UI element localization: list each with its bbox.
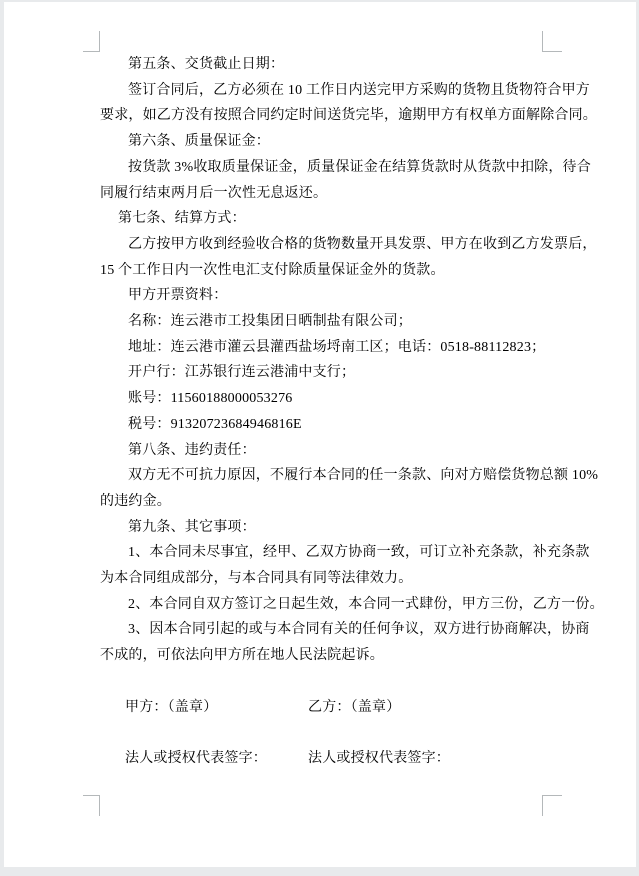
contract-line: 要求，如乙方没有按照合同约定时间送货完毕，逾期甲方有权单方面解除合同。: [100, 108, 597, 124]
contract-line: 3、因本合同引起的或与本合同有关的任何争议，双方进行协商解决，协商: [128, 622, 590, 638]
contract-line: 甲方开票资料：: [128, 288, 228, 304]
contract-line: 第六条、质量保证金：: [128, 134, 270, 150]
contract-line: 第五条、交货截止日期：: [128, 57, 285, 72]
crop-mark-top-right: [542, 31, 562, 52]
seal-row: [100, 695, 542, 721]
contract-line: 第七条、结算方式：: [118, 211, 246, 227]
contract-line: 地址：连云港市灌云县灌西盐场埒南工区；电话：0518-88112823；: [128, 339, 546, 355]
contract-line: 签订合同后，乙方必须在 10 工作日内送完甲方采购的货物且货物符合甲方: [128, 82, 590, 98]
clause-9-item-3: [100, 617, 590, 668]
contract-line: 2、本合同自双方签订之日起生效，本合同一式肆份，甲方三份，乙方一份。: [128, 596, 604, 612]
signature-row: [100, 746, 542, 772]
signature-row-right: 法人或授权代表签字：: [308, 750, 450, 766]
contract-line: 不成的，可依法向甲方所在地人民法院起诉。: [100, 648, 384, 664]
crop-mark-bottom-right: [542, 795, 562, 816]
clause-5-title: [100, 52, 542, 78]
contract-line: 第八条、违约责任：: [128, 442, 256, 458]
seal-row-left: 甲方：（盖章）: [125, 699, 218, 715]
contract-body: [100, 52, 604, 772]
clause-7-body: [100, 232, 597, 283]
contract-line: 15 个工作日内一次性电汇支付除质量保证金外的货款。: [100, 262, 445, 278]
spacer: [100, 720, 542, 746]
contract-line: 的违约金。: [100, 493, 171, 509]
clause-7-title: [100, 206, 542, 232]
contract-line: 开户行：江苏银行连云港浦中支行；: [128, 365, 356, 381]
signature-row-left: 法人或授权代表签字：: [125, 750, 267, 766]
contract-line: 乙方按甲方收到经验收合格的货物数量开具发票、甲方在收到乙方发票后，: [128, 236, 597, 252]
contract-line: 同履行结束两月后一次性无息返还。: [100, 185, 328, 201]
invoice-company-name: [100, 309, 542, 335]
invoice-tax-number: [100, 412, 542, 438]
crop-mark-top-left: [83, 31, 100, 52]
seal-row-right: 乙方：（盖章）: [308, 699, 401, 715]
clause-9-item-1: [100, 540, 590, 591]
contract-line: 1、本合同未尽事宜，经甲、乙双方协商一致，可订立补充条款，补充条款: [128, 545, 590, 561]
contract-line: 双方无不可抗力原因，不履行本合同的任一条款、向对方赔偿货物总额 10%: [128, 468, 599, 484]
contract-line: 按货款 3%收取质量保证金，质量保证金在结算货款时从货款中扣除，待合: [128, 159, 591, 175]
clause-8-title: [100, 438, 542, 464]
contract-line: 名称：连云港市工投集团日晒制盐有限公司；: [128, 314, 412, 330]
contract-line: 税号：91320723684946816E: [128, 416, 302, 432]
contract-line: 为本合同组成部分，与本合同具有同等法律效力。: [100, 571, 413, 587]
clause-6-body: [100, 155, 591, 206]
clause-5-body: [100, 78, 597, 129]
invoice-address-phone: [100, 335, 546, 361]
crop-mark-bottom-left: [83, 795, 100, 816]
clause-6-title: [100, 129, 542, 155]
clause-9-title: [100, 515, 542, 541]
clause-8-body: [100, 463, 599, 514]
clause-9-item-2: [100, 592, 604, 618]
contract-line: 账号：11560188000053276: [128, 391, 293, 407]
spacer: [100, 669, 542, 695]
invoice-bank: [100, 360, 542, 386]
contract-line: 第九条、其它事项：: [128, 519, 256, 535]
invoice-account-number: [100, 386, 542, 412]
invoice-info-title: [100, 283, 542, 309]
